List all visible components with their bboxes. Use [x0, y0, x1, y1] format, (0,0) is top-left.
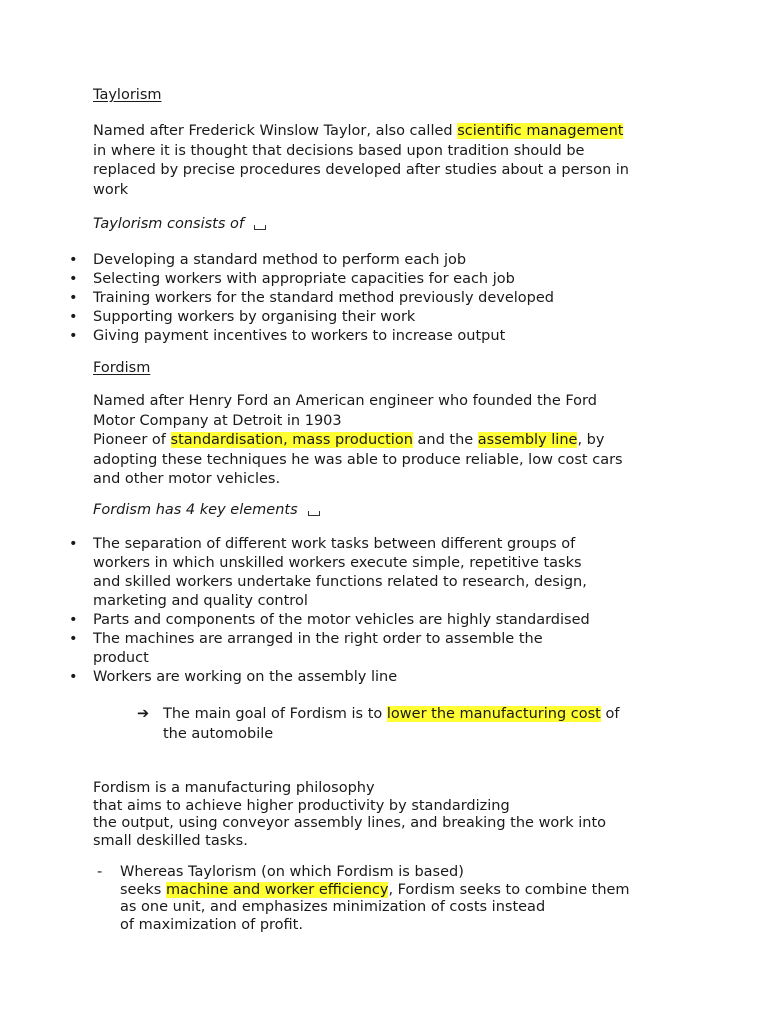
fordism-paragraph: Named after Henry Ford an American engineer who founded the Ford Motor Company at Detroit in 1903 Pioneer of standardisation, mass production and the assembly line, by adopting these techniques he was able to produce reliable, low cost cars and other motor vehicles. [93, 393, 623, 487]
highlight-efficiency: machine and worker efficiency [165, 881, 389, 898]
fordism-list [47, 535, 590, 687]
taylorism-heading: Taylorism [93, 87, 162, 103]
list-item: • Workers are working on the assembly line [47, 668, 590, 687]
fordism-philosophy: Fordism is a manufacturing philosophy that aims to achieve higher productivity by standardizing the output, using conveyor assembly lines, and breaking the work into small deskilled tasks. [93, 780, 607, 849]
whereas-paragraph: - Whereas Taylorism (on which Fordism is based) seeks machine and worker efficiency, Fordism seeks to combine them as one unit, and emphasizes minimization of costs instead of maximization of profit. [97, 864, 630, 933]
list-item: • The separation of different work tasks between different groups of workers in which unskilled workers execute simple, repetitive tasks and skilled workers undertake functions related to research, design, marketing and quality control [47, 535, 590, 611]
fordism-goal: ➔ The main goal of Fordism is to lower the manufacturing cost of the automobile [137, 706, 620, 742]
paste-options-icon[interactable] [254, 225, 266, 230]
list-item: • Training workers for the standard method previously developed [47, 289, 554, 308]
list-item: • Selecting workers with appropriate capacities for each job [47, 270, 554, 289]
taylorism-list [47, 251, 554, 346]
fordism-key-elements: Fordism has 4 key elements [93, 502, 320, 518]
paste-options-icon[interactable] [308, 511, 320, 516]
highlight-standardisation: standardisation, mass production [170, 432, 413, 448]
list-item: • Developing a standard method to perform each job [47, 251, 554, 270]
taylorism-paragraph: Named after Frederick Winslow Taylor, also called scientific management in where it is thought that decisions based upon tradition should be replaced by precise procedures developed after studies about a person in work [93, 123, 629, 198]
fordism-heading: Fordism [93, 360, 151, 376]
highlight-scientific-management: scientific management [457, 123, 624, 139]
list-item: • Supporting workers by organising their work [47, 308, 554, 327]
list-item: • Parts and components of the motor vehicles are highly standardised [47, 611, 590, 630]
right-arrow-icon: ➔ [137, 706, 150, 722]
highlight-assembly-line: assembly line [477, 432, 578, 448]
taylorism-consists: Taylorism consists of [93, 216, 266, 232]
highlight-lower-cost: lower the manufacturing cost [386, 706, 601, 722]
list-item: • Giving payment incentives to workers to increase output [47, 327, 554, 346]
list-item: • The machines are arranged in the right order to assemble the product [47, 630, 590, 668]
